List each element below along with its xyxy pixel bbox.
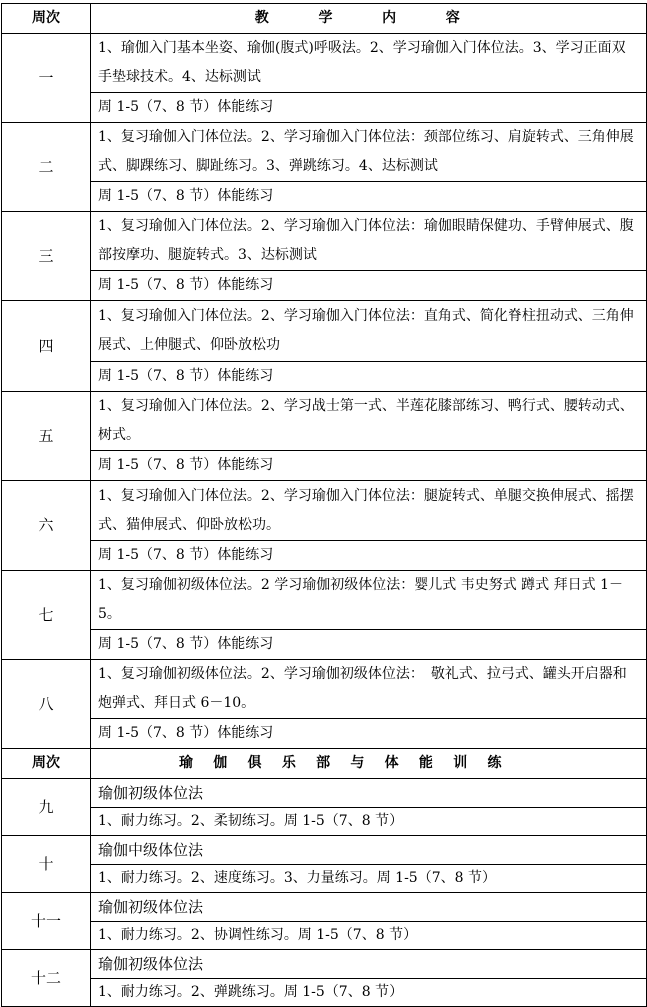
section2-header-content-text: 瑜 伽 俱 乐 部 与 体 能 训 练 [179, 755, 510, 771]
week-label: 三 [2, 212, 91, 301]
practice-row [2, 362, 647, 392]
week-practice: 周 1-5（7、8 节）体能练习 [91, 362, 647, 392]
week-label: 九 [2, 779, 91, 836]
club-detail: 1、耐力练习。2、速度练习。3、力量练习。周 1-5（7、8 节） [91, 865, 647, 893]
week-label: 五 [2, 392, 91, 481]
week-row [2, 392, 647, 451]
week-label: 二 [2, 123, 91, 212]
section1-header-week: 周次 [2, 4, 91, 34]
practice-row [2, 719, 647, 749]
practice-row [2, 182, 647, 212]
practice-row [2, 541, 647, 571]
week-content: 1、瑜伽入门基本坐姿、瑜伽(腹式)呼吸法。2、学习瑜伽入门体位法。3、学习正面双手垫球技术。4、达标测试 [91, 34, 647, 93]
club-title: 瑜伽初级体位法 [91, 950, 647, 979]
week-content: 1、复习瑜伽入门体位法。2、学习瑜伽入门体位法：直角式、简化脊柱扭动式、三角伸展式、上伸腿式、仰卧放松功 [91, 301, 647, 362]
practice-row [2, 451, 647, 481]
week-content: 1、复习瑜伽入门体位法。2、学习瑜伽入门体位法：腿旋转式、单腿交换伸展式、摇摆式、猫伸展式、仰卧放松功。 [91, 481, 647, 541]
week-row [2, 34, 647, 93]
week-row [2, 660, 647, 719]
week-content: 1、复习瑜伽初级体位法。2 学习瑜伽初级体位法：婴儿式 韦史努式 蹲式 拜日式 1－5。 [91, 571, 647, 630]
week-content: 1、复习瑜伽入门体位法。2、学习战士第一式、半莲花膝部练习、鸭行式、腰转动式、树式。 [91, 392, 647, 451]
week-content: 1、复习瑜伽入门体位法。2、学习瑜伽入门体位法：瑜伽眼睛保健功、手臂伸展式、腹部按摩功、腿旋转式。3、达标测试 [91, 212, 647, 271]
week-practice: 周 1-5（7、8 节）体能练习 [91, 182, 647, 212]
week-row [2, 212, 647, 271]
week-row [2, 571, 647, 630]
club-row [2, 779, 647, 808]
section1-header-content-text: 教 学 内 容 [254, 10, 483, 26]
week-label: 八 [2, 660, 91, 749]
week-row [2, 123, 647, 182]
week-row [2, 301, 647, 362]
club-detail: 1、耐力练习。2、弹跳练习。周 1-5（7、8 节） [91, 979, 647, 1007]
club-title: 瑜伽初级体位法 [91, 779, 647, 808]
club-title: 瑜伽初级体位法 [91, 893, 647, 922]
club-detail-row [2, 922, 647, 950]
club-detail-row [2, 808, 647, 836]
club-row [2, 836, 647, 865]
week-practice: 周 1-5（7、8 节）体能练习 [91, 541, 647, 571]
week-label: 七 [2, 571, 91, 660]
club-row [2, 893, 647, 922]
week-label: 十 [2, 836, 91, 893]
practice-row [2, 271, 647, 301]
section2-header-row [2, 749, 647, 779]
week-label: 一 [2, 34, 91, 123]
week-practice: 周 1-5（7、8 节）体能练习 [91, 630, 647, 660]
practice-row [2, 630, 647, 660]
week-content: 1、复习瑜伽入门体位法。2、学习瑜伽入门体位法：颈部位练习、肩旋转式、三角伸展式、脚踝练习、脚趾练习。3、弹跳练习。4、达标测试 [91, 123, 647, 182]
section1-header-row [2, 4, 647, 34]
section2-header-content [91, 749, 647, 779]
week-practice: 周 1-5（7、8 节）体能练习 [91, 271, 647, 301]
week-practice: 周 1-5（7、8 节）体能练习 [91, 719, 647, 749]
week-practice: 周 1-5（7、8 节）体能练习 [91, 93, 647, 123]
week-label: 十二 [2, 950, 91, 1007]
club-detail-row [2, 979, 647, 1007]
club-detail: 1、耐力练习。2、协调性练习。周 1-5（7、8 节） [91, 922, 647, 950]
club-title: 瑜伽中级体位法 [91, 836, 647, 865]
section1-header-content [91, 4, 647, 34]
week-label: 四 [2, 301, 91, 392]
section2-header-week: 周次 [2, 749, 91, 779]
club-row [2, 950, 647, 979]
week-practice: 周 1-5（7、8 节）体能练习 [91, 451, 647, 481]
week-content: 1、复习瑜伽初级体位法。2、学习瑜伽初级体位法： 敬礼式、拉弓式、罐头开启器和炮弹式、拜日式 6－10。 [91, 660, 647, 719]
week-label: 六 [2, 481, 91, 571]
week-label: 十一 [2, 893, 91, 950]
club-detail-row [2, 865, 647, 893]
practice-row [2, 93, 647, 123]
schedule-table [1, 3, 647, 1007]
club-detail: 1、耐力练习。2、柔韧练习。周 1-5（7、8 节） [91, 808, 647, 836]
week-row [2, 481, 647, 541]
